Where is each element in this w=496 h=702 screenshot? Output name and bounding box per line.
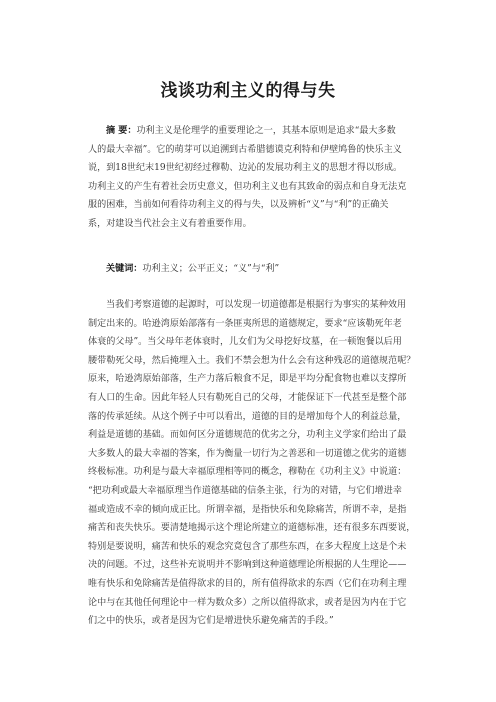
body-line: 利益是道德的基础。而如何区分道德规范的优劣之分，功利主义学家们给出了最	[88, 430, 407, 441]
abstract-line: 人的最大幸福”。它的萌芽可以追溯到古希腊德谟克利特和伊壁鸠鲁的快乐主义	[88, 144, 402, 155]
keywords-text: 功利主义；公平正义；“义”与“利”	[142, 264, 280, 274]
body-line: 有人口的生命。因此年轻人只有勒死自己的父母，才能保证下一代甚至是整个部	[88, 392, 407, 403]
document-title: 浅谈功利主义的得与失	[160, 81, 336, 101]
body-line: 体衰的父母”。当父母年老体衰时，儿女们为父母挖好坟墓，在一顿饱餐以后用	[88, 337, 402, 348]
abstract-text: 功利主义是伦理学的重要理论之一，其基本原则是追求“最大多数	[136, 126, 396, 136]
body-line: 大多数人的最大幸福的答案，作为衡量一切行为之善恶和一切道德之优劣的道德	[88, 448, 407, 459]
body-line: 制定出来的。哈逊湾原始部落有一条匪夷所思的道德规定，要求“应该勒死年老	[88, 318, 402, 329]
abstract-label: 摘 要：	[106, 126, 137, 136]
body-line: 唯有快乐和免除痛苦是值得欲求的目的，所有值得欲求的东西（它们在功利主理	[88, 578, 407, 589]
body-section	[88, 296, 438, 631]
abstract-line: 功利主义的产生有着社会历史意义，但功利主义也有其致命的弱点和自身无法克	[88, 181, 407, 192]
body-line: “把功利或最大幸福原理当作道德基础的信条主张，行为的对错，与它们增进幸	[88, 485, 402, 496]
body-line: 特别是要说明，痛苦和快乐的观念究竟包含了那些东西，在多大程度上这是个未	[88, 541, 407, 552]
keywords-label: 关键词：	[106, 264, 143, 274]
abstract-line: 系，对建设当代社会主义有着重要作用。	[88, 218, 252, 229]
body-line: 终极标准。功利是与最大幸福原理相等同的概念，穆勒在《功利主义》中说道：	[88, 467, 407, 478]
body-line: 原来，哈逊湾原始部落，生产力落后粮食不足，即是平均分配食物也难以支撑所	[88, 374, 407, 385]
abstract-line	[88, 122, 438, 141]
keywords-section	[88, 260, 438, 279]
body-line: 福或造成不幸的倾向成正比。所谓幸福，是指快乐和免除痛苦，所谓不幸，是指	[88, 504, 407, 515]
body-line: 们之中的快乐，或者是因为它们是增进快乐避免痛苦的手段。”	[88, 616, 334, 627]
body-line: 落的传承延续。从这个例子中可以看出，道德的目的是增加每个人的利益总量，	[88, 411, 407, 422]
body-line: 当我们考察道德的起源时，可以发现一切道德都是根据行为事实的某种效用	[106, 300, 407, 310]
body-line: 论中与在其他任何理论中一样为数众多）之所以值得欲求，或者是因为内在于它	[88, 597, 407, 608]
keywords-line	[88, 260, 438, 279]
body-line: 痛苦和丧失快乐。要清楚地揭示这个理论所建立的道德标准，还有很多东西要说，	[88, 523, 416, 534]
body-line: 决的问题。不过，这些补充说明并不影响到这种道德理论所根据的人生理论——	[88, 560, 407, 571]
abstract-line: 服的困难，当前如何看待功利主义的得与失，以及辨析“义”与“利”的正确关	[88, 200, 389, 211]
abstract-line: 说，到18世纪末19世纪初经过穆勒、边沁的发展功利主义的思想才得以形成。	[88, 163, 403, 174]
body-line: 腰带勒死父母，然后掩埋入土。我们不禁会想为什么会有这种残忍的道德规范呢？	[88, 355, 416, 366]
abstract-section	[88, 122, 438, 234]
